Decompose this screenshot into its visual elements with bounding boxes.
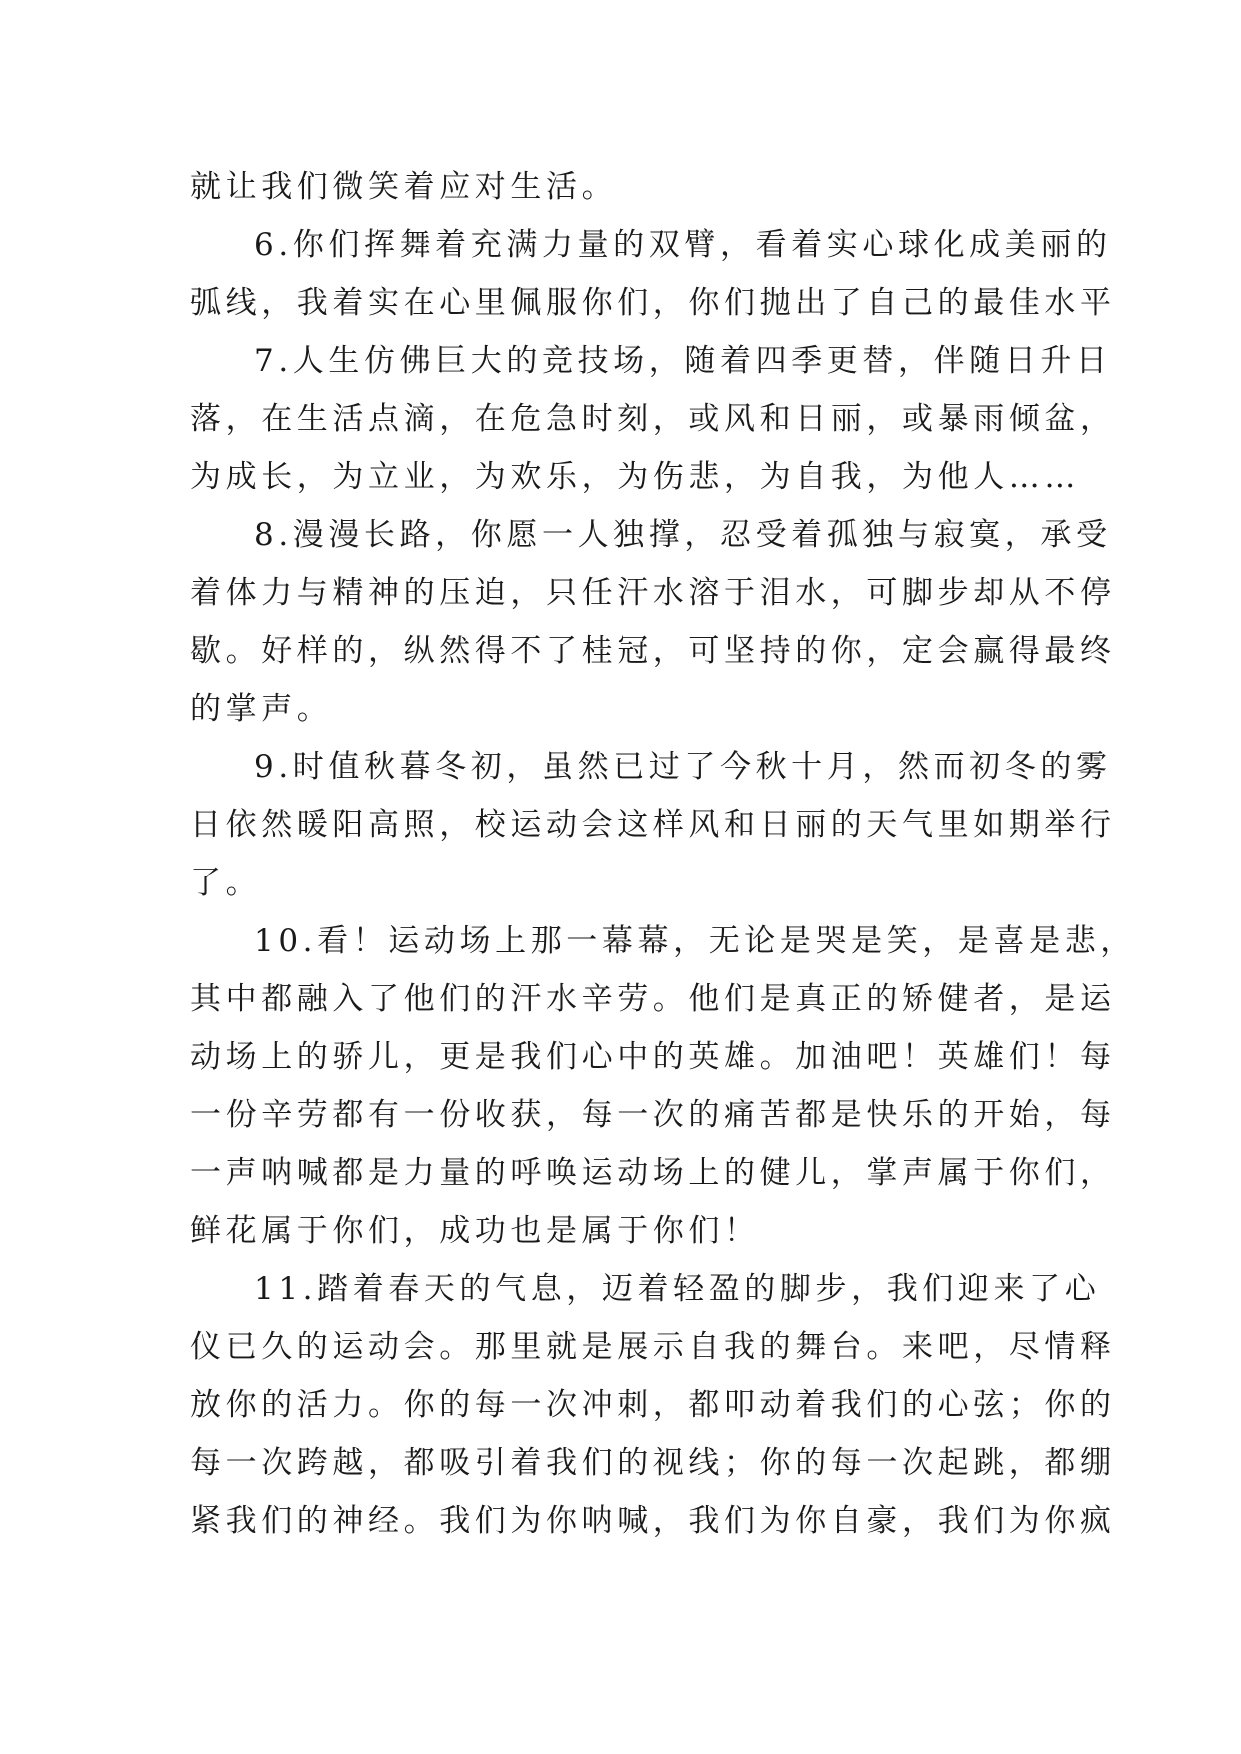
document-body: [190, 158, 1136, 1550]
text-line: 一声呐喊都是力量的呼唤运动场上的健儿，掌声属于你们，: [190, 1155, 1116, 1191]
text-line: 了。: [190, 865, 262, 901]
text-line: 落，在生活点滴，在危急时刻，或风和日丽，或暴雨倾盆，: [190, 401, 1116, 437]
paragraph-first-line: 9.时值秋暮冬初，虽然已过了今秋十月，然而初冬的雾: [254, 749, 1112, 785]
text-line: 着体力与精神的压迫，只任汗水溶于泪水，可脚步却从不停: [190, 575, 1116, 611]
text-line: 的掌声。: [190, 691, 333, 727]
text-line: 弧线，我着实在心里佩服你们，你们抛出了自己的最佳水平: [190, 285, 1116, 321]
text-line: 每一次跨越，都吸引着我们的视线；你的每一次起跳，都绷: [190, 1445, 1116, 1481]
text-line: 其中都融入了他们的汗水辛劳。他们是真正的矫健者，是运: [190, 981, 1116, 1017]
text-line: 日依然暖阳高照，校运动会这样风和日丽的天气里如期举行: [190, 807, 1116, 843]
text-line: 放你的活力。你的每一次冲刺，都叩动着我们的心弦；你的: [190, 1387, 1116, 1423]
text-line: 紧我们的神经。我们为你呐喊，我们为你自豪，我们为你疯: [190, 1503, 1116, 1539]
paragraph-first-line: 10.看！运动场上那一幕幕，无论是哭是笑，是喜是悲，: [254, 923, 1136, 959]
text-line: 就让我们微笑着应对生活。: [190, 169, 618, 205]
text-line: 动场上的骄儿，更是我们心中的英雄。加油吧！英雄们！每: [190, 1039, 1116, 1075]
text-line: 为成长，为立业，为欢乐，为伤悲，为自我，为他人……: [190, 459, 1080, 495]
paragraph-first-line: 11.踏着春天的气息，迈着轻盈的脚步，我们迎来了心: [254, 1271, 1101, 1307]
text-line: 鲜花属于你们，成功也是属于你们！: [190, 1213, 760, 1249]
text-line: 仪已久的运动会。那里就是展示自我的舞台。来吧，尽情释: [190, 1329, 1116, 1365]
text-line: 歇。好样的，纵然得不了桂冠，可坚持的你，定会赢得最终: [190, 633, 1116, 669]
paragraph-first-line: 8.漫漫长路，你愿一人独撑，忍受着孤独与寂寞，承受: [254, 517, 1112, 553]
text-line: 一份辛劳都有一份收获，每一次的痛苦都是快乐的开始，每: [190, 1097, 1116, 1133]
paragraph-first-line: 7.人生仿佛巨大的竞技场，随着四季更替，伴随日升日: [254, 343, 1112, 379]
paragraph-first-line: 6.你们挥舞着充满力量的双臂，看着实心球化成美丽的: [254, 227, 1112, 263]
